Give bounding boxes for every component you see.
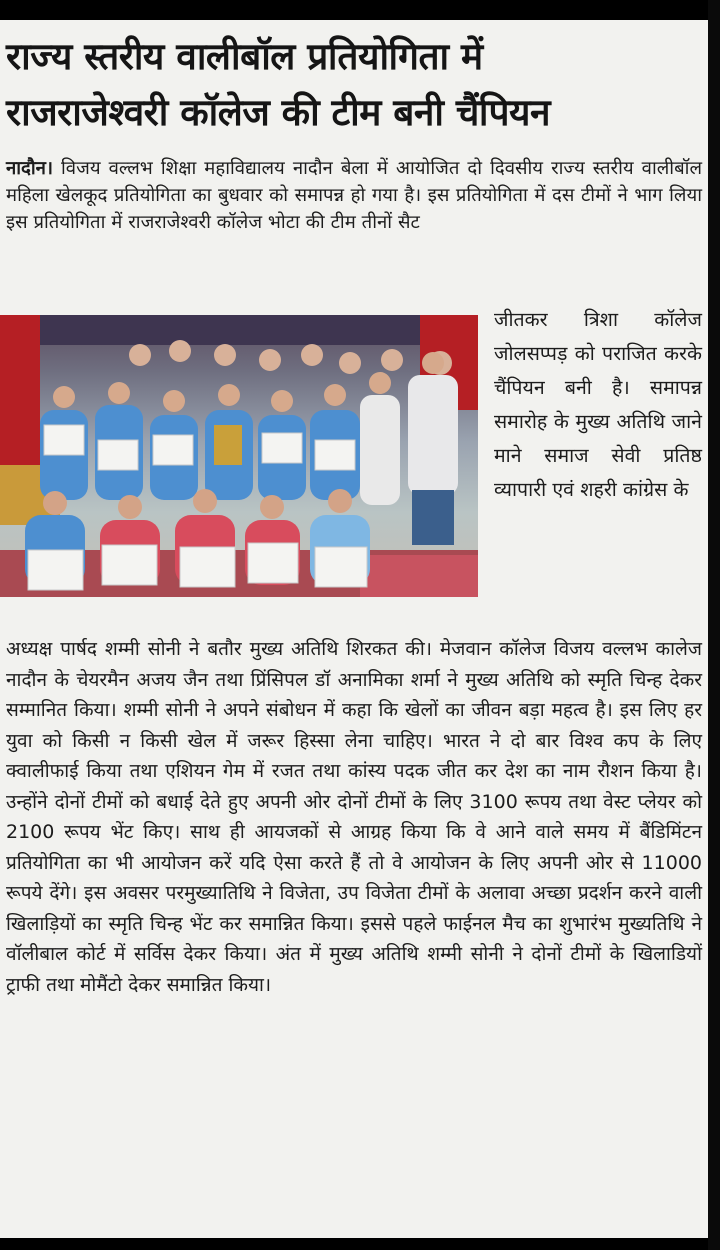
front-row-certificates: [28, 543, 367, 590]
right-edge-strip: [708, 0, 720, 1250]
middle-row-certificates: [44, 425, 355, 470]
photo-stage: [360, 555, 478, 597]
middle-row-uniforms: [40, 405, 360, 500]
photo-banner-left: [0, 315, 40, 465]
headline-line-1: राज्य स्तरीय वालीबॉल प्रतियोगिता में: [6, 35, 483, 78]
article-side-column: जीतकर त्रिशा कॉलेज जोलसप्पड़ को पराजित करके चैंपियन बनी है। समापन्न समारोह के मुख्य अतिथि जाने माने समाज सेवी प्रतिष्ठ व्यापारी एवं शहरी कांग्रेस के: [494, 308, 702, 501]
back-row-heads: [129, 340, 452, 375]
trophy: [214, 425, 242, 465]
man-with-jeans: [408, 375, 458, 495]
article-intro-paragraph: [6, 155, 702, 236]
headline-line-2: राजराजेश्वरी कॉलेज की टीम बनी चैंपियन: [6, 91, 550, 134]
man-white-shirt: [360, 395, 400, 505]
team-group-photo: [0, 315, 478, 597]
intro-text: विजय वल्लभ शिक्षा महाविद्यालय नादौन बेला में आयोजित दो दिवसीय राज्य स्तरीय वालीबॉल महिला खेलकूद प्रतियोगिता का बुधवार को समापन्न हो गया है। इस प्रतियोगिता में दस टीमों ने भाग लिया इस प्रतियोगिता में राजराजेश्वरी कॉलेज भोटा की टीम तीनों सैट: [6, 158, 702, 233]
jeans: [412, 490, 454, 545]
article-body-paragraph: अध्यक्ष पार्षद शम्मी सोनी ने बतौर मुख्य अतिथि शिरकत की। मेजवान कॉलेज विजय वल्लभ कालेज नादौन के चेयरमैन अजय जैन तथा प्रिंसिपल डॉ अनामिका शर्मा ने मुख्य अतिथि को स्मृति चिन्ह देकर सम्मानित किया। शम्मी सोनी ने अपने संबोधन में कहा कि खेलों का जीवन बड़ा महत्व है। इस लिए हर युवा को किसी न किसी खेल में जरूर हिस्सा लेना चाहिए। भारत ने दो बार विश्व कप के लिए क्वालीफाई किया तथा एशियन गेम में रजत तथा कांस्य पदक जीत कर देश का नाम रौशन किया है। उन्होंने दोनों टीमों को बधाई देते हुए अपनी ओर दोनों टीमों के लिए 3100 रूपय तथा वेस्ट प्लेयर को 2100 रूपय भेंट किए। साथ ही आयजकों से आग्रह किया कि वे आने वाले समय में बैंडिमिंटन प्रतियोगिता का भी आयोजन करें यदि ऐसा करते हैं तो वे आयोजन के लिए अपनी ओर से 11000 रूपये देंगे। इस अवसर परमुख्यातिथि ने विजेता, उप विजेता टीमों के अलावा अच्छा प्रदर्शन करने वाली खिलाड़ियों का स्मृति चिन्ह भेंट कर समान्नित किया। इससे पहले फाईनल मैच का शुभारंभ मुख्यतिथि ने वॉलीबाल कोर्ट में सर्विस देकर किया। अंत में मुख्य अतिथि शम्मी सोनी ने दोनों टीमों के खिलाडियों ट्राफी तथा मोमैंटो देकर समान्नित किया।: [6, 638, 702, 996]
front-row-heads: [43, 489, 352, 519]
dateline: नादौन।: [6, 158, 53, 179]
group-photo-illustration: [0, 315, 478, 597]
photo-ceiling: [0, 315, 478, 345]
newspaper-clipping: [0, 20, 708, 1238]
